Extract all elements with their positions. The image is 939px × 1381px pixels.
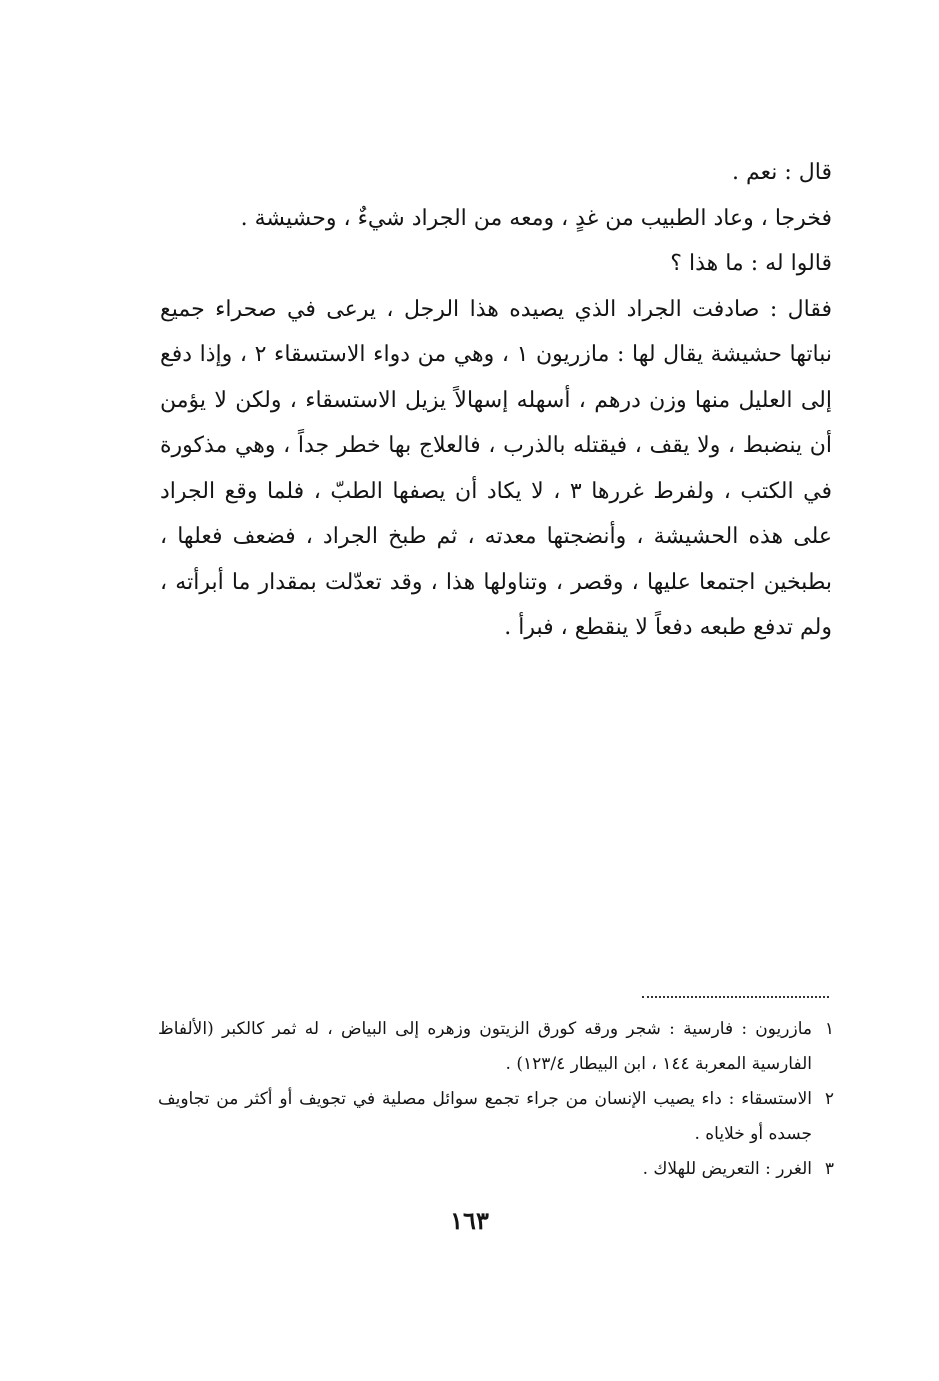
footnote-text: مازريون : فارسية : شجر ورقه كورق الزيتون وزهره إلى البياض ، له ثمر كالكبر (الألفاظ الفارسية المعربة ١٤٤ ، ابن البيطار ١٢٣/٤) .: [158, 1019, 812, 1074]
paragraph-2: فخرجا ، وعاد الطبيب من غدٍ ، ومعه من الجراد شيءٌ ، وحشيشة .: [240, 205, 832, 231]
footnote-number: ١: [824, 1019, 834, 1039]
page-number: ١٦٣: [450, 1206, 489, 1235]
paragraph-3: قالوا له : ما هذا ؟: [670, 251, 832, 276]
footnote-number: ٢: [824, 1089, 834, 1109]
paragraph-1: قال : نعم .: [732, 160, 832, 185]
footnote-1: [158, 1012, 834, 1082]
footnote-text: الغرر : التعريض للهلاك .: [642, 1159, 812, 1179]
footnote-text: الاستسقاء : داء يصيب الإنسان من جراء تجمع سوائل مصلية في تجويف أو أكثر من تجاويف جسده أو خلاياه .: [158, 1089, 812, 1144]
footnote-number: ٣: [824, 1159, 834, 1179]
main-text: [160, 150, 832, 651]
paragraph-4: فقال : صادفت الجراد الذي يصيده هذا الرجل ، يرعى في صحراء جميع نباتها حشيشة يقال لها : مازريون ١ ، وهي من دواء الاستسقاء ٢ ، وإذا دفع إلى العليل منها وزن درهم ، أسهله إسهالاً يزيل الاستسقاء ، ولكن لا يؤمن أن ينضبط ، ولا يقف ، فيقتله بالذرب ، فالعلاج بها خطر جداً ، وهي مذكورة في الكتب ، ولفرط غررها ٣ ، لا يكاد أن يصفها الطبّ ، فلما وقع الجراد على هذه الحشيشة ، وأنضجتها معدته ، ثم طبخ الجراد ، فضعف فعلها ، بطبخين اجتمعا عليها ، وقصر ، وتناولها هذا ، وقد تعدّلت بمقدار ما أبرأته ، ولم تدفع طبعه دفعاً لا ينقطع ، فبرأ .: [160, 296, 833, 640]
footnote-3: [158, 1152, 834, 1187]
footnote-separator: [642, 996, 829, 998]
footnote-2: [158, 1082, 834, 1152]
footnotes: [158, 1012, 834, 1187]
